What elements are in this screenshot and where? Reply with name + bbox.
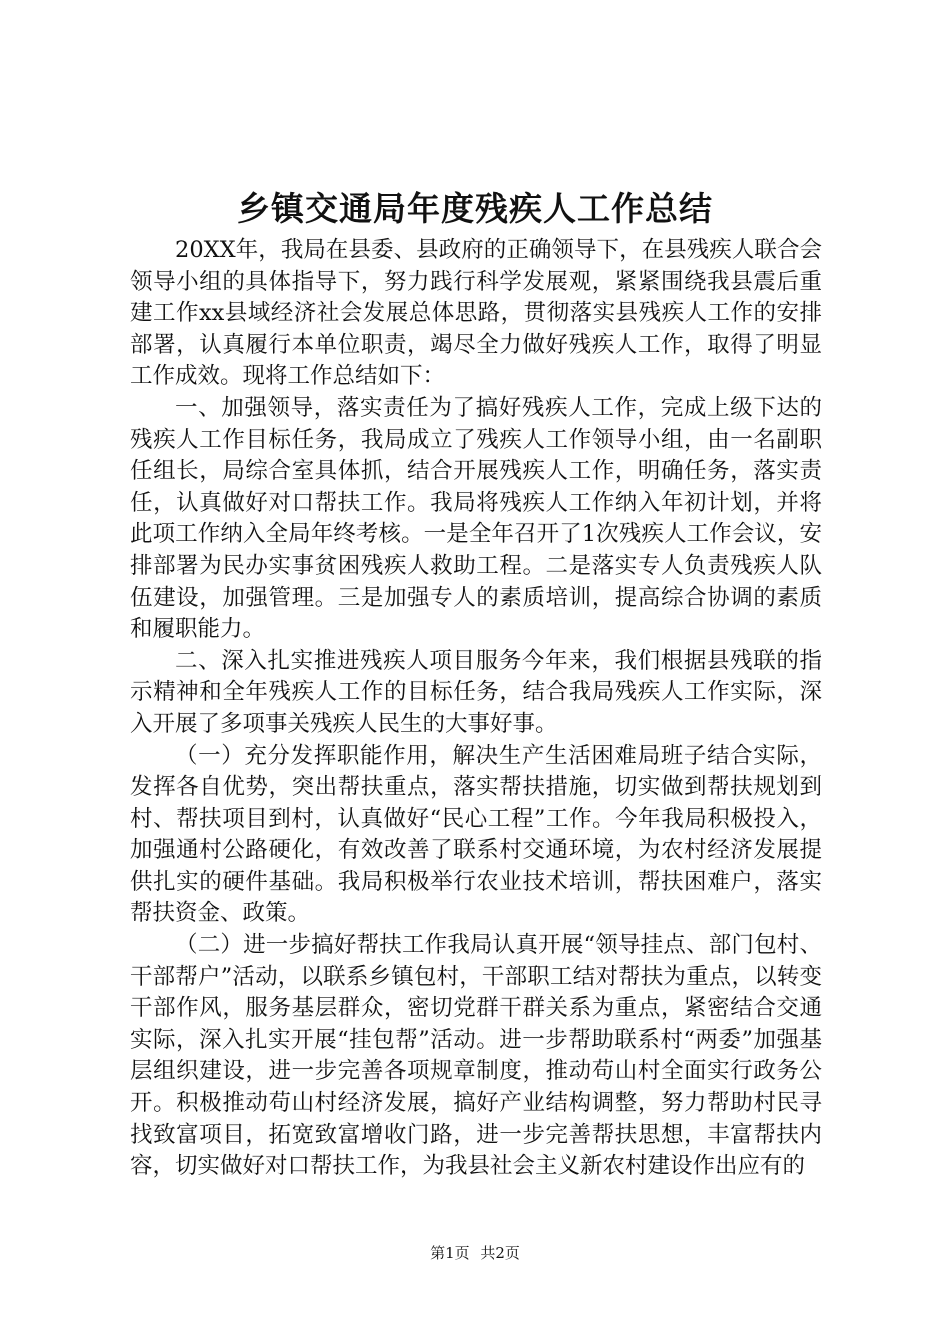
paragraph-intro: 20XX年，我局在县委、县政府的正确领导下，在县残疾人联合会领导小组的具体指导下，努力践行科学发展观，紧紧围绕我县震后重建工作xx县域经济社会发展总体思路，贯彻落实县残疾人工作的安排部署，认真履行本单位职责，竭尽全力做好残疾人工作，取得了明显工作成效。现将工作总结如下： — [130, 237, 822, 390]
document-title: 乡镇交通局年度残疾人工作总结 — [237, 189, 713, 228]
page-number-footer: 第1页 共2页 — [430, 1244, 520, 1262]
paragraph-section-2: 二、深入扎实推进残疾人项目服务今年来，我们根据县残联的指示精神和全年残疾人工作的目标任务，结合我局残疾人工作实际，深入开展了多项事关残疾人民生的大事好事。 — [130, 647, 822, 737]
document-body — [130, 235, 822, 1183]
paragraph-subsection-2: （二）进一步搞好帮扶工作我局认真开展“领导挂点、部门包村、干部帮户”活动，以联系乡镇包村，干部职工结对帮扶为重点，以转变干部作风，服务基层群众，密切党群干群关系为重点，紧密结合交通实际，深入扎实开展“挂包帮”活动。进一步帮助联系村“两委”加强基层组织建设，进一步完善各项规章制度，推动苟山村全面实行政务公开。积极推动苟山村经济发展，搞好产业结构调整，努力帮助村民寻找致富项目，拓宽致富增收门路，进一步完善帮扶思想，丰富帮扶内容，切实做好对口帮扶工作，为我县社会主义新农村建设作出应有的 — [130, 932, 822, 1180]
paragraph-section-1: 一、加强领导，落实责任为了搞好残疾人工作，完成上级下达的残疾人工作目标任务，我局成立了残疾人工作领导小组，由一名副职任组长，局综合室具体抓，结合开展残疾人工作，明确任务，落实责任，认真做好对口帮扶工作。我局将残疾人工作纳入年初计划，并将此项工作纳入全局年终考核。一是全年召开了1次残疾人工作会议，安排部署为民办实事贫困残疾人救助工程。二是落实专人负责残疾人队伍建设，加强管理。三是加强专人的素质培训，提高综合协调的素质和履职能力。 — [130, 394, 822, 643]
paragraph-subsection-1: （一）充分发挥职能作用，解决生产生活困难局班子结合实际，发挥各自优势，突出帮扶重点，落实帮扶措施，切实做到帮扶规划到村、帮扶项目到村，认真做好“民心工程”工作。今年我局积极投入，加强通村公路硬化，有效改善了联系村交通环境，为农村经济发展提供扎实的硬件基础。我局积极举行农业技术培训，帮扶困难户，落实帮扶资金、政策。 — [130, 742, 822, 927]
